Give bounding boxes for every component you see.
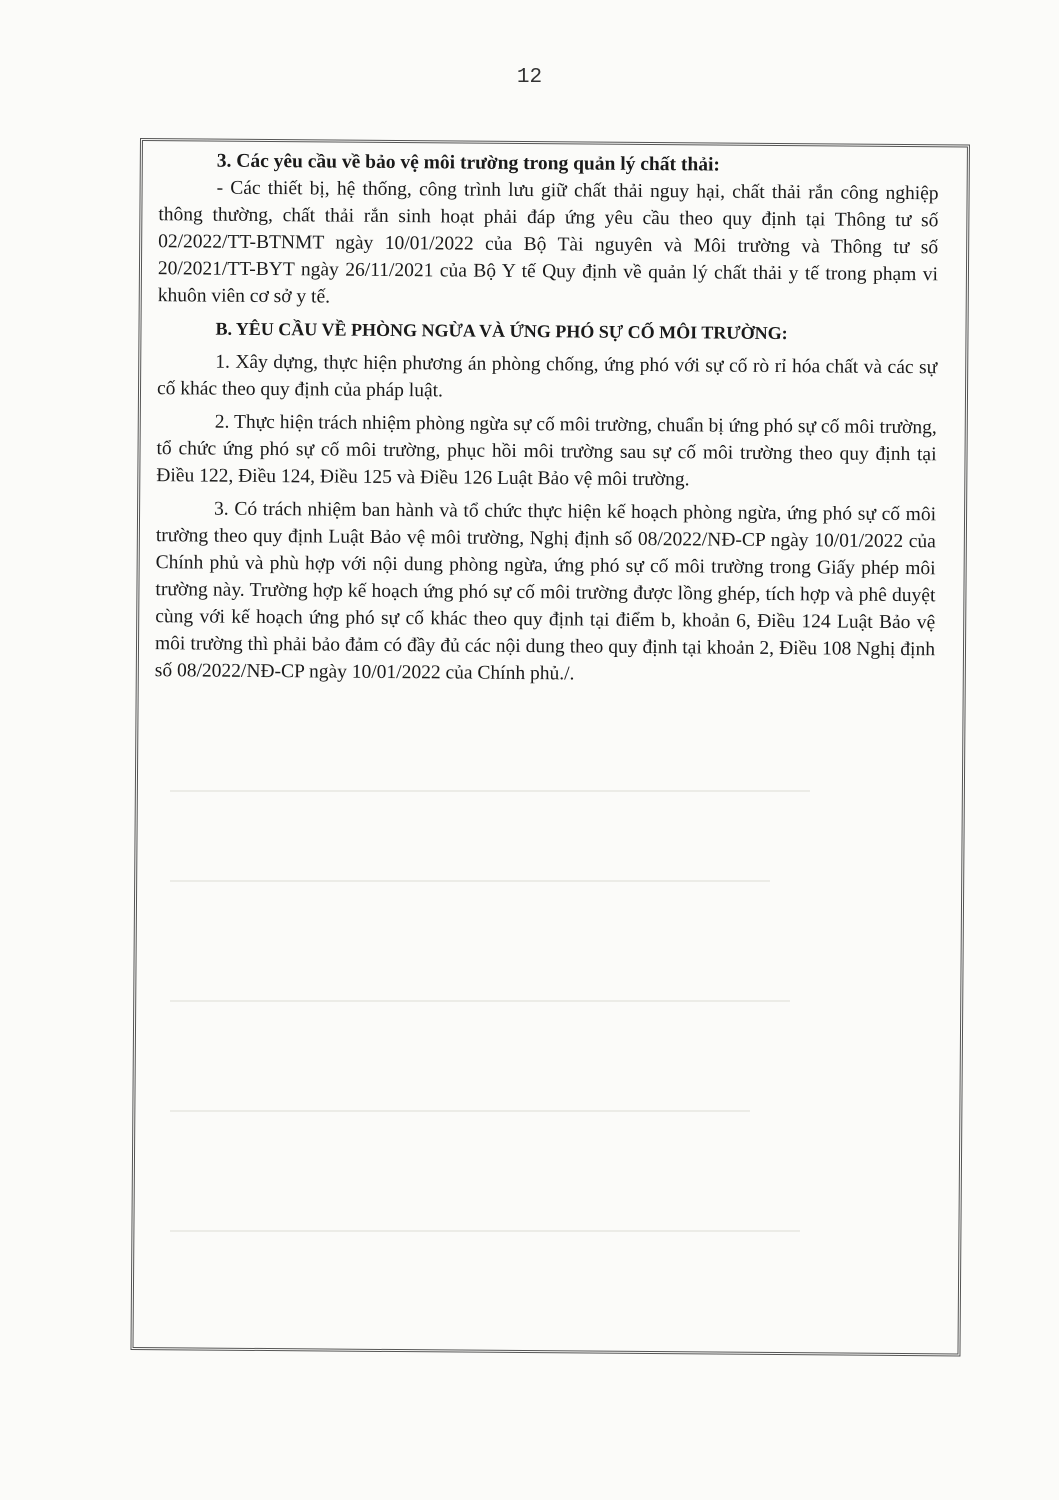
- bleed-through-line: [170, 1000, 790, 1002]
- section-b-item-3: 3. Có trách nhiệm ban hành và tổ chức thực hiện kế hoạch phòng ngừa, ứng phó sự cố môi trường theo quy định Luật Bảo vệ môi trường, Nghị định số 08/2022/NĐ-CP ngày 10/01/2022 của Chính phủ và phù hợp với nội dung phòng ngừa, ứng phó sự cố môi trường trong Giấy phép môi trường này. Trường hợp kế hoạch ứng phó sự cố môi trường được lồng ghép, tích hợp và phê duyệt cùng với kế hoạch ứng phó sự cố khác theo quy định tại điểm b, khoản 6, Điều 124 Luật Bảo vệ môi trường thì phải bảo đảm có đầy đủ các nội dung theo quy định tại khoản 2, Điều 108 Nghị định số 08/2022/NĐ-CP ngày 10/01/2022 của Chính phủ./.: [154, 498, 937, 685]
- bleed-through-line: [170, 880, 770, 882]
- bleed-through-line: [170, 1110, 750, 1112]
- section-3-heading: 3. Các yêu cầu về bảo vệ môi trường trong quản lý chất thải:: [216, 150, 721, 176]
- document-body: [155, 147, 939, 694]
- section-b-item-1: 1. Xây dựng, thực hiện phương án phòng chống, ứng phó với sự cố rò rỉ hóa chất và các sự cố khác theo quy định của pháp luật.: [156, 351, 938, 402]
- section-3-paragraph: - Các thiết bị, hệ thống, công trình lưu giữ chất thải nguy hại, chất thải rắn công nghiệp thông thường, chất thải rắn sinh hoạt phải đáp ứng yêu cầu theo quy định tại Thông tư số 02/2022/TT-BTNMT ngày 10/01/2022 của Bộ Tài nguyên và Môi trường và Thông tư số 20/2021/TT-BYT ngày 26/11/2021 của Bộ Y tế Quy định về quản lý chất thải y tế trong phạm vi khuôn viên cơ sở y tế.: [157, 177, 939, 308]
- document-frame: [130, 138, 969, 1356]
- page-number: 12: [516, 66, 543, 89]
- bleed-through-line: [170, 790, 810, 792]
- bleed-through-line: [170, 1230, 800, 1232]
- section-b-heading: B. YÊU CẦU VỀ PHÒNG NGỪA VÀ ỨNG PHÓ SỰ CỐ MÔI TRƯỜNG:: [215, 318, 788, 344]
- section-b-item-2: 2. Thực hiện trách nhiệm phòng ngừa sự cố môi trường, chuẩn bị ứng phó sự cố môi trường, tổ chức ứng phó sự cố môi trường, phục hồi môi trường sau sự cố môi trường theo quy định tại Điều 122, Điều 124, Điều 125 và Điều 126 Luật Bảo vệ môi trường.: [156, 411, 937, 491]
